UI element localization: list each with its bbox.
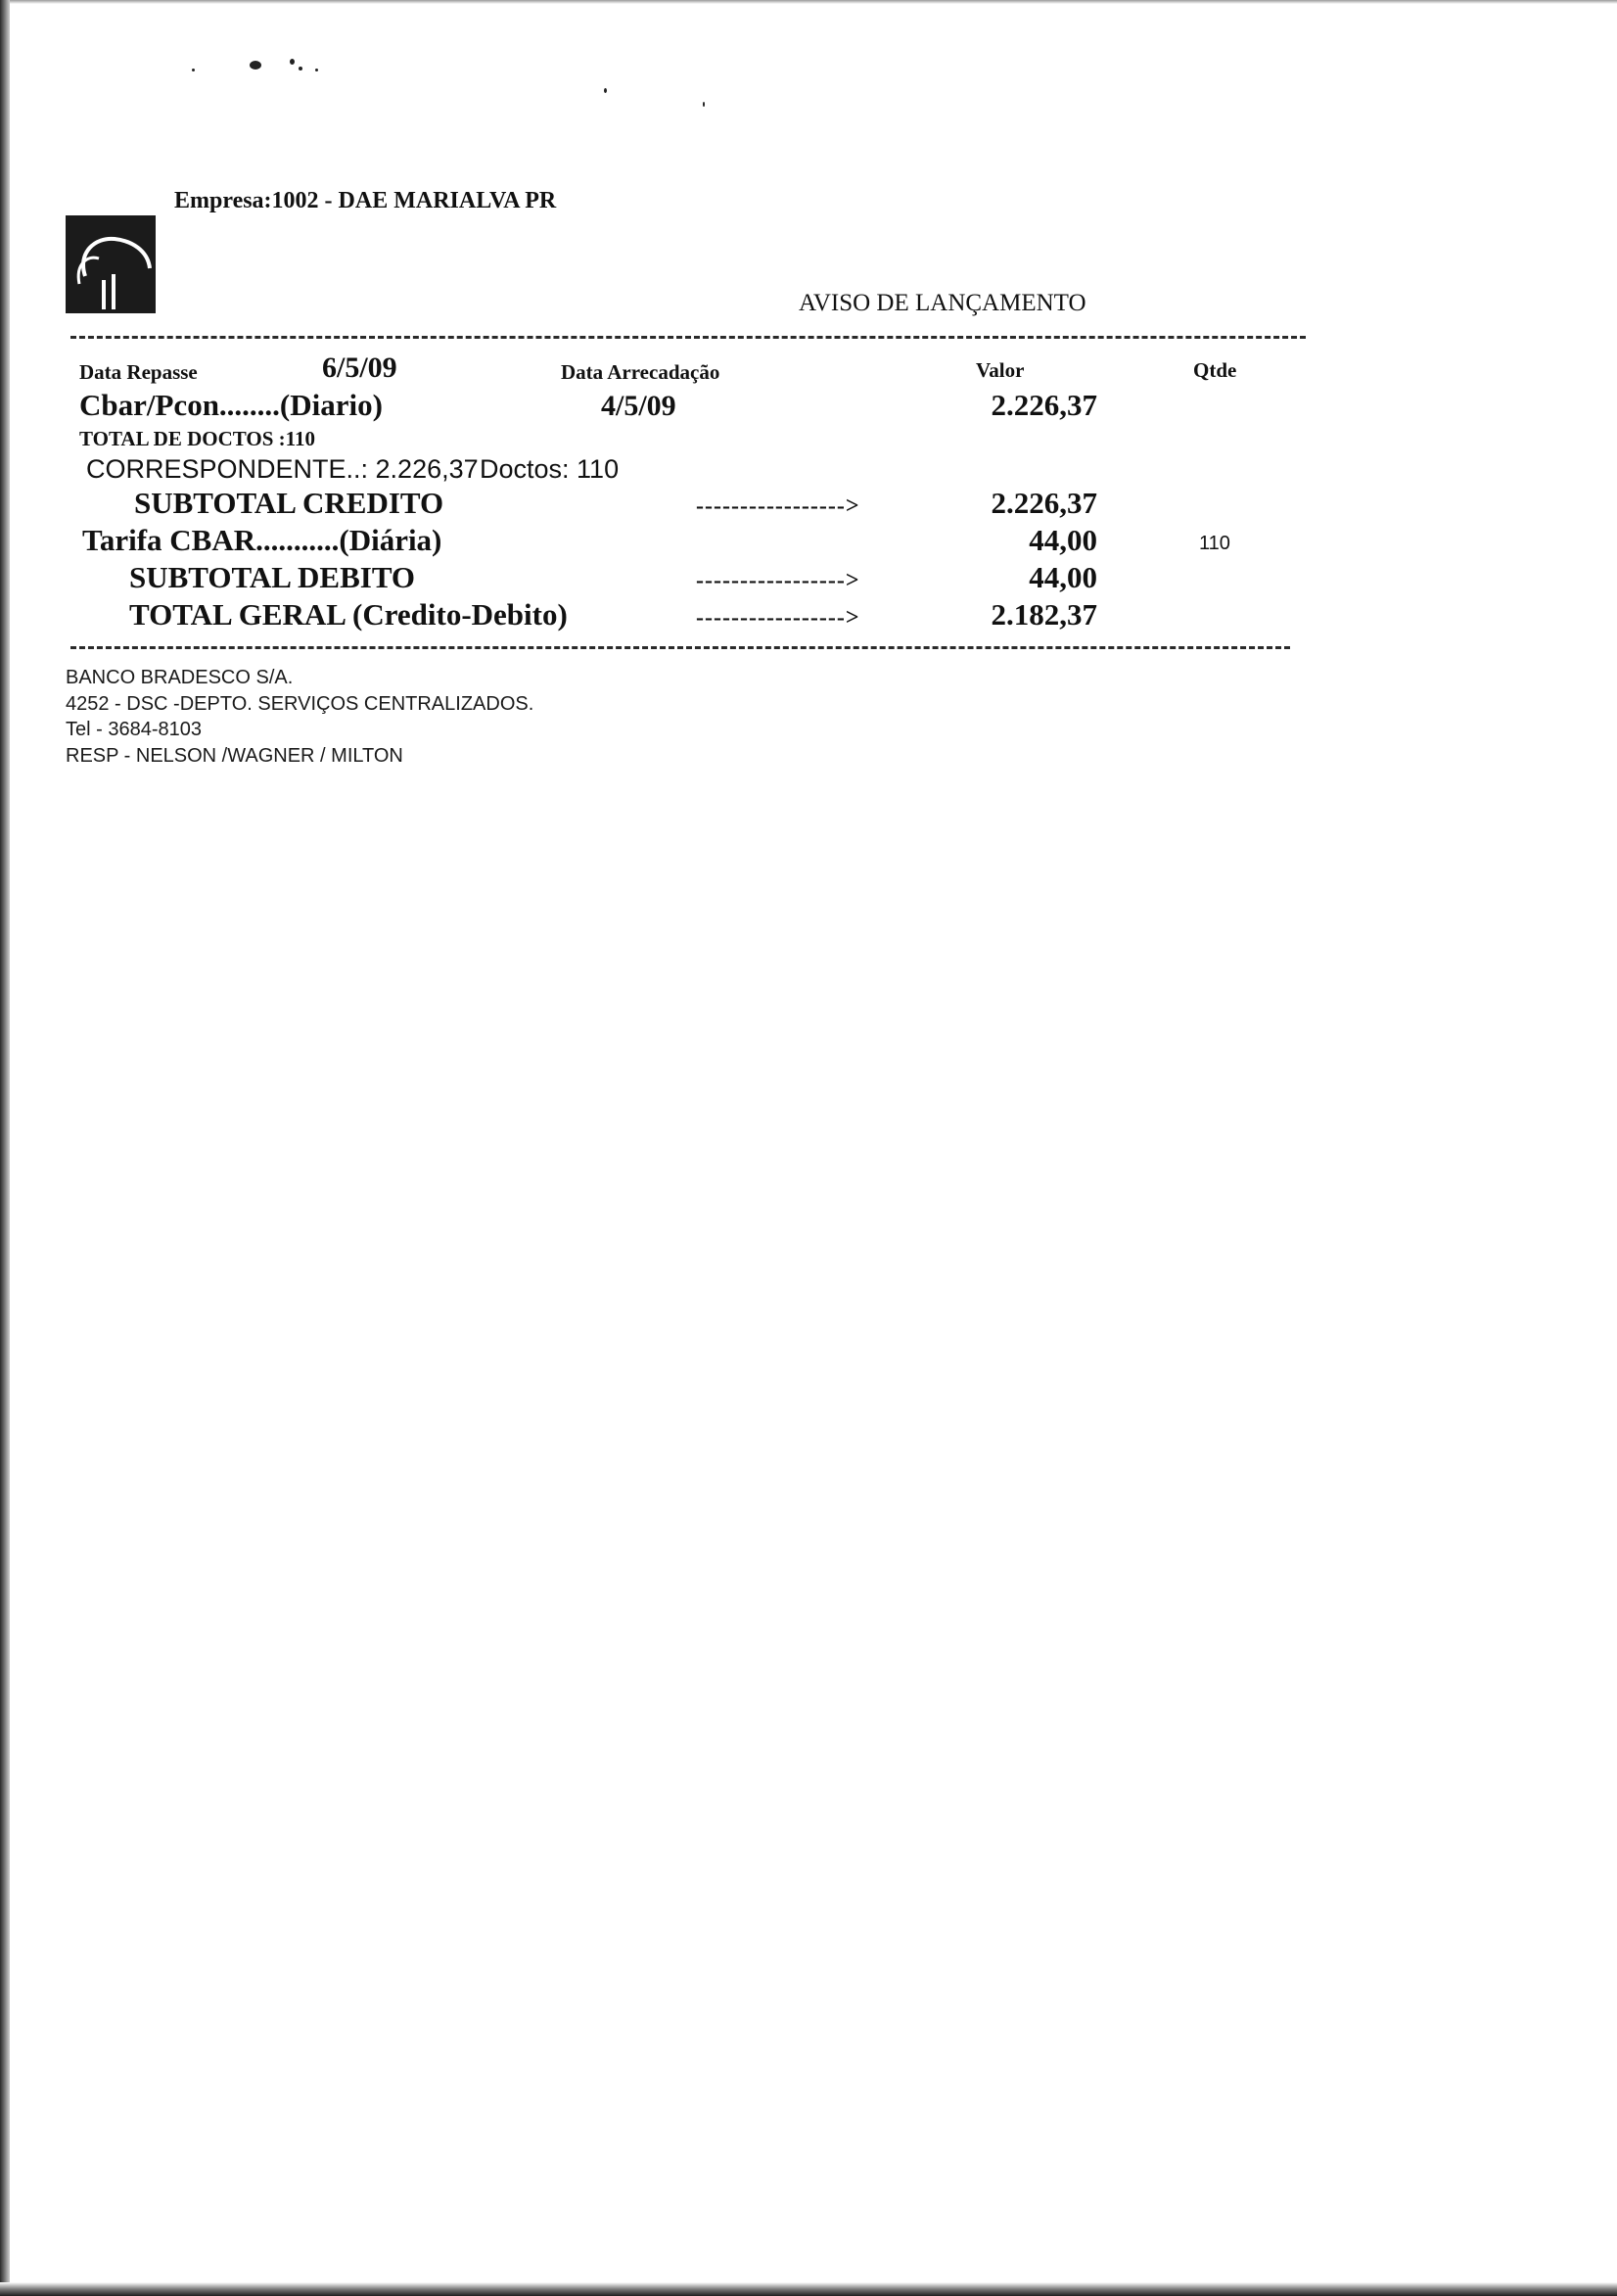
company-name: Empresa:1002 - DAE MARIALVA PR [174,188,557,213]
document-title: AVISO DE LANÇAMENTO [799,290,1086,316]
subtotal-debito-label: SUBTOTAL DEBITO [129,560,416,594]
total-geral-label: TOTAL GERAL (Credito-Debito) [129,597,568,632]
scan-speck [315,69,318,71]
total-geral-arrow: -----------------> [696,605,860,631]
total-doctos: TOTAL DE DOCTOS :110 [79,427,315,450]
valor-label: Valor [976,358,1025,382]
scan-speck [192,69,195,71]
tarifa-cbar-value: 44,00 [1029,523,1097,557]
scan-edge-bottom [0,2282,1617,2296]
subtotal-credito-arrow: -----------------> [696,493,860,519]
footer-bank-name: BANCO BRADESCO S/A. [66,667,294,688]
total-geral-value: 2.182,37 [991,597,1097,632]
subtotal-debito-value: 44,00 [1029,560,1097,594]
correspondente-line: CORRESPONDENTE..: 2.226,37 [86,454,479,484]
bank-logo-icon [66,215,156,313]
data-repasse-value: 6/5/09 [322,351,397,384]
scan-edge-left [0,0,10,2296]
cbar-pcon-label: Cbar/Pcon........(Diario) [79,388,383,422]
subtotal-credito-value: 2.226,37 [991,486,1097,520]
subtotal-credito-label: SUBTOTAL CREDITO [134,486,444,520]
subtotal-debito-arrow: -----------------> [696,568,860,593]
cbar-pcon-date: 4/5/09 [601,390,676,422]
bottom-divider [70,646,1290,649]
scan-speck [703,102,705,107]
top-divider [70,336,1306,339]
correspondente-doctos: Doctos: 110 [480,454,620,484]
cbar-pcon-value: 2.226,37 [991,388,1097,422]
footer-responsible: RESP - NELSON /WAGNER / MILTON [66,745,403,767]
tarifa-cbar-qtde: 110 [1199,533,1230,554]
scan-speck [250,61,261,70]
tarifa-cbar-label: Tarifa CBAR...........(Diária) [82,523,442,557]
footer-department: 4252 - DSC -DEPTO. SERVIÇOS CENTRALIZADOS. [66,693,534,715]
scan-speck [290,59,295,65]
scan-edge-top [0,0,1617,4]
data-repasse-label: Data Repasse [79,360,198,384]
data-arrecadacao-label: Data Arrecadação [561,360,720,384]
scan-speck [604,88,607,93]
qtde-label: Qtde [1193,358,1237,382]
footer-phone: Tel - 3684-8103 [66,719,202,740]
scan-speck [299,67,302,70]
